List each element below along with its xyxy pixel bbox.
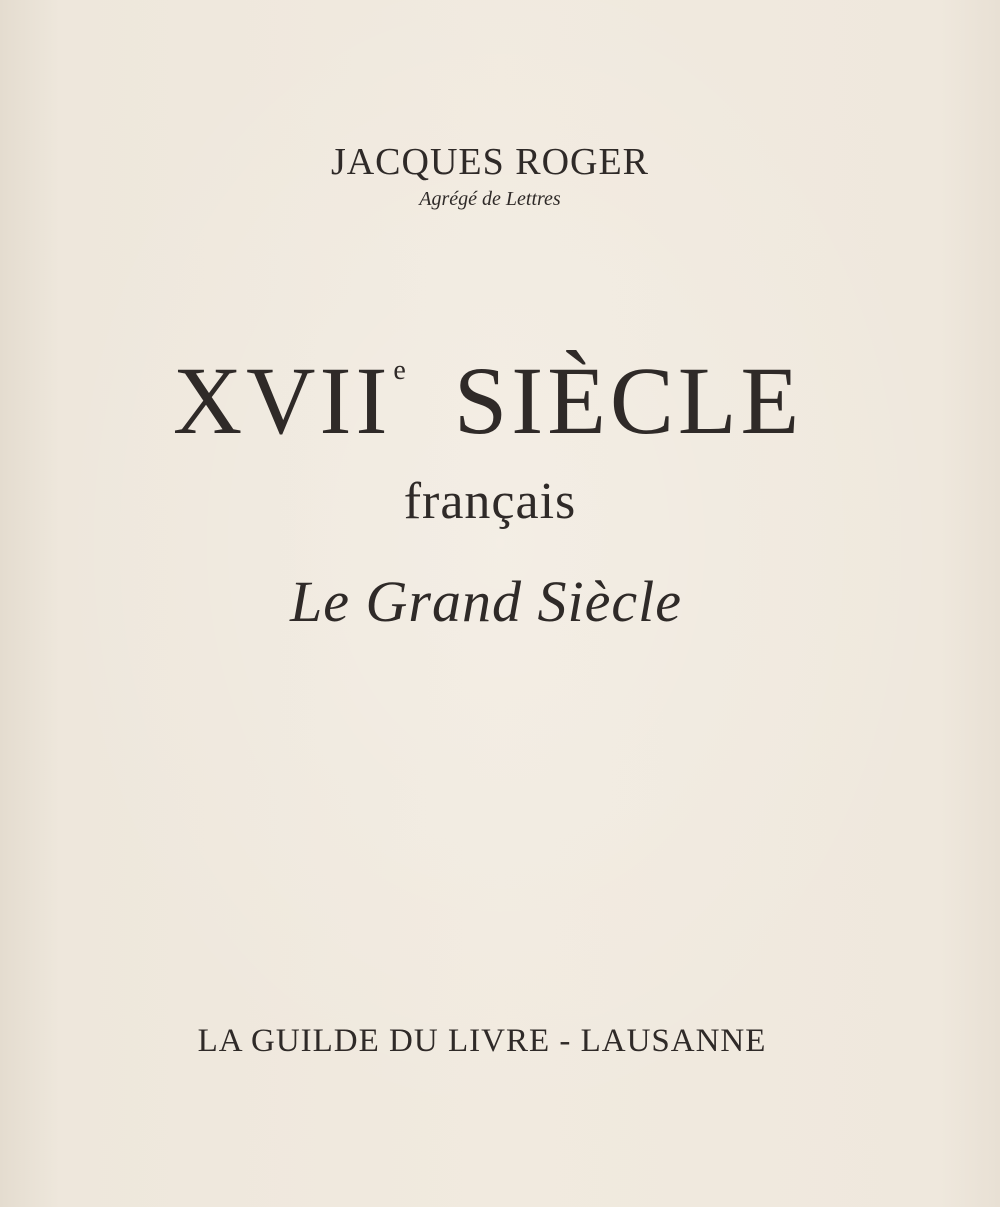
book-title (0, 345, 988, 456)
book-tagline: Le Grand Siècle (290, 569, 682, 634)
title-superscript: e (393, 355, 406, 386)
author-credential: Agrégé de Lettres (419, 188, 561, 210)
title-century-word: SIÈCLE (453, 347, 804, 454)
author-name: JACQUES ROGER (330, 141, 650, 183)
book-subtitle: français (403, 473, 577, 530)
publisher-imprint: LA GUILDE DU LIVRE - LAUSANNE (197, 1023, 767, 1059)
title-century-numeral: XVII (172, 347, 392, 454)
